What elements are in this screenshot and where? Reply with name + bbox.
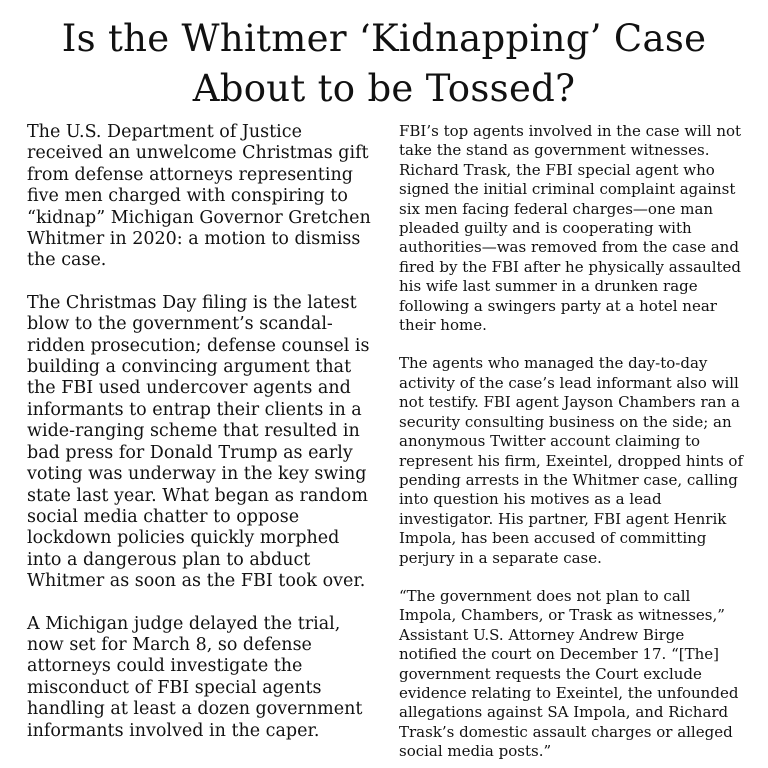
paragraph-left-1: The U.S. Department of Justice received an unwelcome Christmas gift from defense attorneys representing five men charged with conspiring to “kidnap” Michigan Governor Gretchen Whitmer in 2020: a motion to dismiss the case.: [27, 122, 371, 271]
left-column: [27, 122, 379, 742]
article-title: Is the Whitmer ‘Kidnapping’ Case About to be Tossed?: [61, 17, 707, 110]
paragraph-right-3: “The government does not plan to call Impola, Chambers, or Trask as witnesses,” Assistant U.S. Attorney Andrew Birge notified the court on December 17. “[The] government requests the Court exclude evidence relating to Exeintel, the unfounded allegations against SA Impola, and Richard Trask’s domestic assault charges or alleged social media posts.”: [399, 586, 739, 761]
paragraph-left-2: The Christmas Day filing is the latest blow to the government’s scandal-ridden prosecution; defense counsel is building a convincing argument that the FBI used undercover agents and informants to entrap their clients in a wide-ranging scheme that resulted in bad press for Donald Trump as early voting was underway in the key swing state last year. What began as random social media chatter to oppose lockdown policies quickly morphed into a dangerous plan to abduct Whitmer as soon as the FBI took over.: [27, 292, 370, 592]
paragraph-right-2: The agents who managed the day-to-day activity of the case’s lead informant also will not testify. FBI agent Jayson Chambers ran a security consulting business on the side; an anonymous Twitter account claiming to represent his firm, Exeintel, dropped hints of pending arrests in the Whitmer case, calling into question his motives as a lead investigator. His partner, FBI agent Henrik Impola, has been accused of committing perjury in a separate case.: [399, 354, 744, 567]
paragraph-left-3: A Michigan judge delayed the trial, now set for March 8, so defense attorneys could investigate the misconduct of FBI special agents handling at least a dozen government informants involved in the caper.: [27, 613, 363, 741]
right-column: [399, 122, 744, 762]
paragraph-right-1: FBI’s top agents involved in the case will not take the stand as government witnesses. Richard Trask, the FBI special agent who signed the initial criminal complaint against six men facing federal charges—one man pleaded guilty and is cooperating with authorities—was removed from the case and fired by the FBI after he physically assaulted his wife last summer in a drunken rage following a swingers party at a hotel near their home.: [399, 122, 742, 335]
